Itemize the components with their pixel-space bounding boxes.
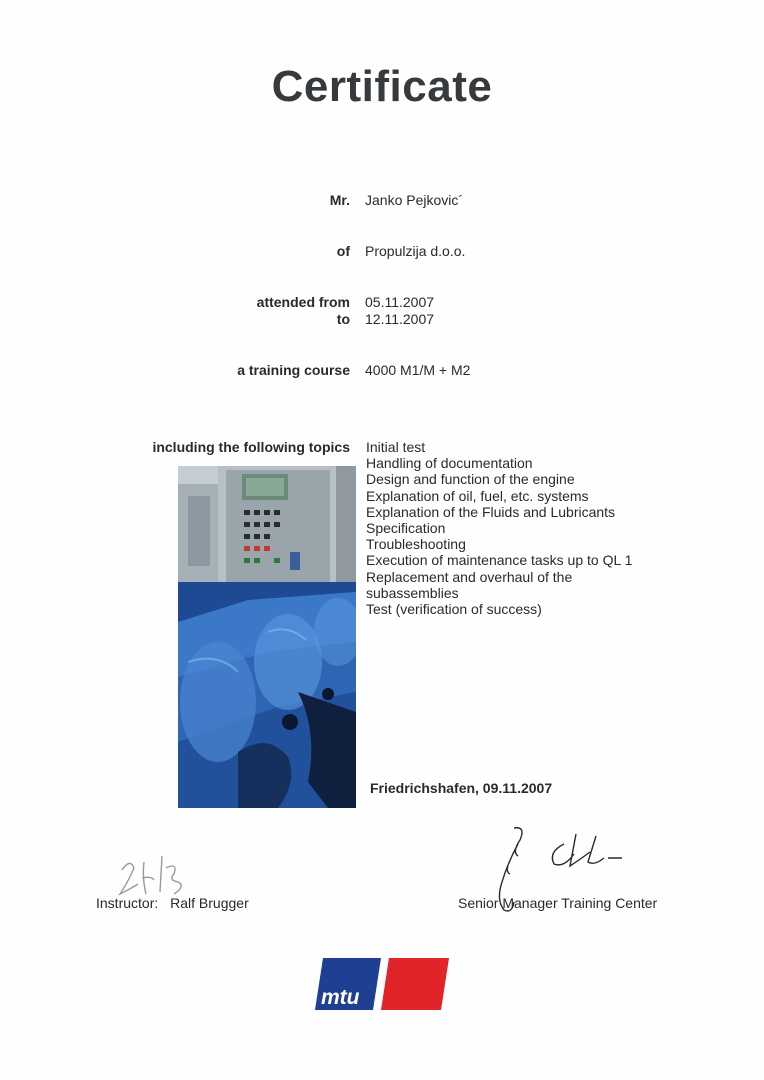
topic-item: Initial test [366,439,426,455]
company-name: Propulzija d.o.o. [365,243,466,259]
topics-list [366,439,632,617]
topics-label: including the following topics [152,439,350,455]
topic-item: Explanation of oil, fuel, etc. systems [366,487,589,504]
course-label: a training course [237,362,350,378]
participant-name: Janko Pejkovic´ [365,192,464,208]
topic-item: Troubleshooting [366,536,466,553]
mtu-logo [313,956,451,1012]
instructor-line [96,895,249,911]
attended-from-label: attended from [256,294,350,310]
topic-item: Handling of documentation [366,455,533,472]
instructor-name: Ralf Brugger [170,895,249,911]
topic-item: Execution of maintenance tasks up to QL 1 [366,552,633,569]
instructor-label: Instructor: [96,895,159,911]
to-label: to [336,311,350,327]
salutation-label: Mr. [329,192,350,208]
topic-item: Replacement and overhaul of the [366,568,573,585]
manager-title: Senior Manager Training Center [458,895,658,911]
from-date: 05.11.2007 [365,294,435,310]
control-panel-photo [178,466,356,582]
engine-photo [178,582,356,808]
to-date: 12.11.2007 [365,311,435,327]
of-label: of [336,243,350,259]
topic-item: Explanation of the Fluids and Lubricants [366,503,616,520]
topic-item: subassemblies [366,584,459,601]
topic-item: Test (verification of success) [366,601,542,618]
topic-item: Design and function of the engine [366,471,575,488]
certificate-title: Certificate [271,62,493,111]
topic-item: Specification [366,520,446,537]
logo-text: mtu [321,986,360,1009]
place-and-date: Friedrichshafen, 09.11.2007 [370,780,553,796]
course-name: 4000 M1/M + M2 [365,362,471,378]
